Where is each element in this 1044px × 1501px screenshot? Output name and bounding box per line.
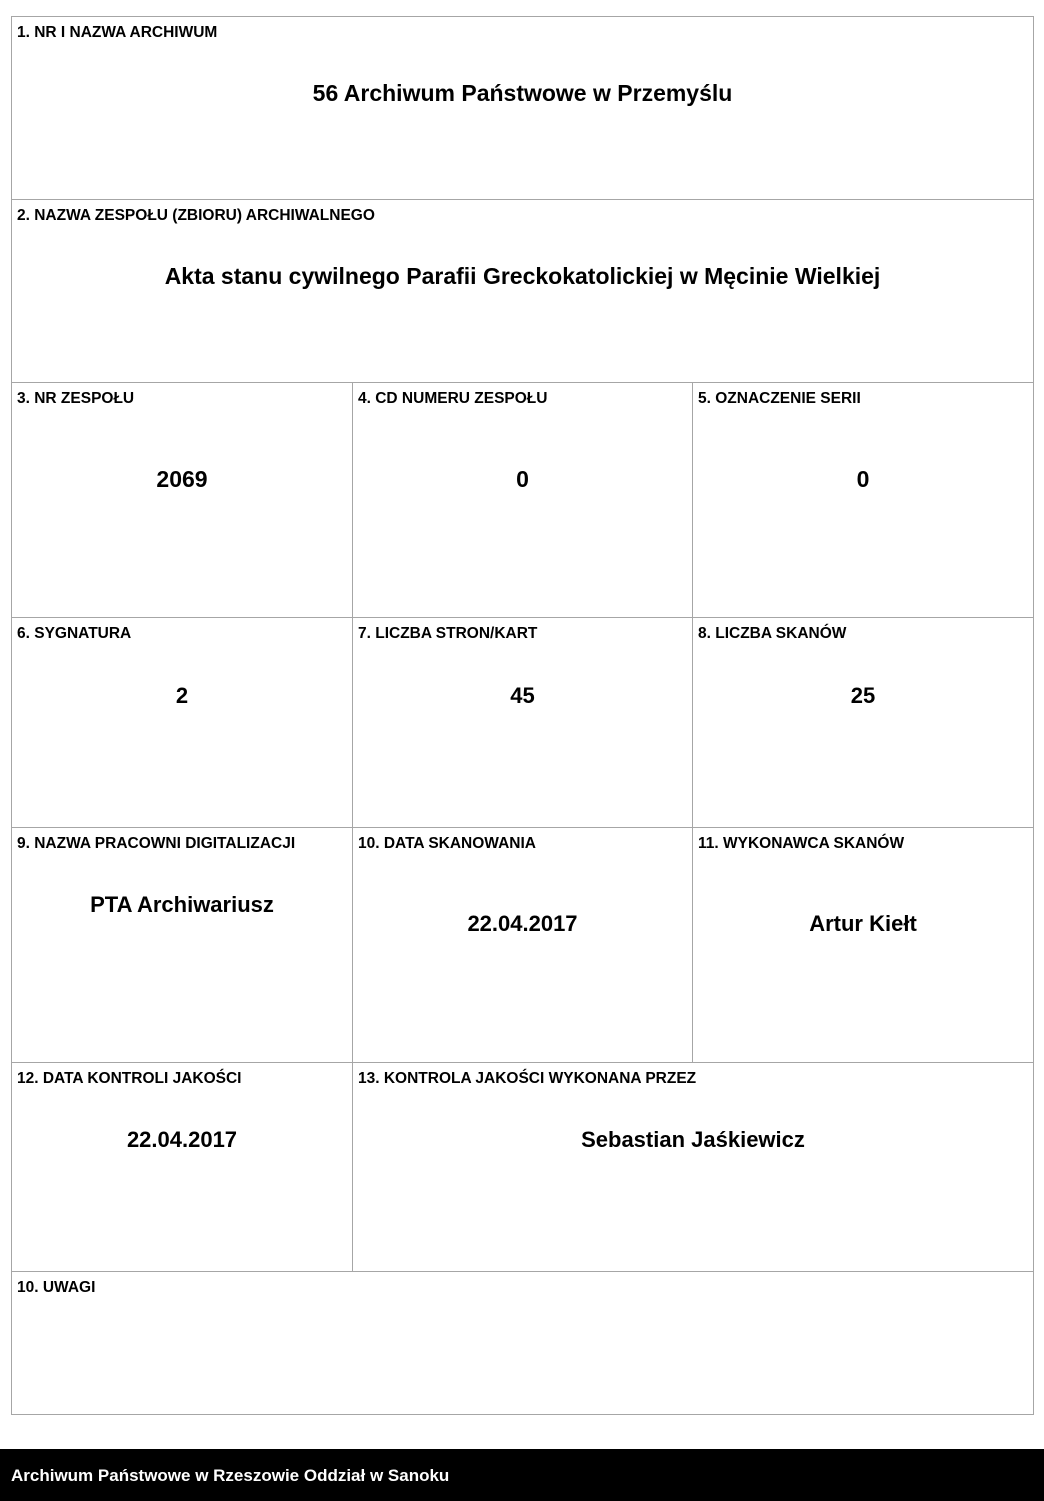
- field-archive: [11, 16, 1034, 200]
- field-label: 1. NR I NAZWA ARCHIWUM: [17, 24, 218, 41]
- field-value: 22.04.2017: [126, 1127, 238, 1152]
- field-value: 25: [850, 683, 876, 708]
- field-notes: [11, 1271, 1034, 1415]
- field-value: 56 Archiwum Państwowe w Przemyślu: [312, 80, 733, 106]
- field-label: 9. NAZWA PRACOWNI DIGITALIZACJI: [17, 835, 296, 852]
- field-qc-date: [11, 1062, 353, 1272]
- field-scan-count: [692, 617, 1034, 828]
- field-page-count: [352, 617, 693, 828]
- field-label: 4. CD NUMERU ZESPOŁU: [358, 390, 548, 407]
- field-label: 13. KONTROLA JAKOŚCI WYKONANA PRZEZ: [358, 1070, 697, 1087]
- field-scan-operator: [692, 827, 1034, 1063]
- field-value: PTA Archiwariusz: [90, 892, 274, 917]
- field-value: Artur Kiełt: [809, 911, 917, 936]
- field-label: 2. NAZWA ZESPOŁU (ZBIORU) ARCHIWALNEGO: [17, 207, 375, 224]
- field-fonds-number-cd: [352, 382, 693, 618]
- field-value: 2: [175, 683, 189, 708]
- field-value: 45: [510, 683, 535, 708]
- field-label: 11. WYKONAWCA SKANÓW: [698, 835, 905, 852]
- field-label: 6. SYGNATURA: [17, 625, 132, 642]
- footer-bar: [0, 1449, 1044, 1501]
- field-label: 12. DATA KONTROLI JAKOŚCI: [17, 1070, 242, 1087]
- field-label: 10. UWAGI: [17, 1279, 96, 1296]
- field-label: 10. DATA SKANOWANIA: [358, 835, 536, 852]
- field-value: 0: [856, 466, 870, 492]
- field-value: 22.04.2017: [467, 911, 578, 936]
- field-digitization-lab: [11, 827, 353, 1063]
- field-value: 0: [516, 466, 529, 492]
- field-label: 8. LICZBA SKANÓW: [698, 625, 847, 642]
- field-fonds-name: [11, 199, 1034, 383]
- field-fonds-number: [11, 382, 353, 618]
- field-label: 3. NR ZESPOŁU: [17, 390, 135, 407]
- field-signature: [11, 617, 353, 828]
- field-value: Sebastian Jaśkiewicz: [581, 1127, 805, 1152]
- field-qc-operator: [352, 1062, 1034, 1272]
- field-series: [692, 382, 1034, 618]
- field-scan-date: [352, 827, 693, 1063]
- field-label: 5. OZNACZENIE SERII: [698, 390, 861, 407]
- field-value: Akta stanu cywilnego Parafii Greckokatolickiej w Męcinie Wielkiej: [164, 263, 881, 289]
- field-value: 2069: [156, 466, 208, 492]
- field-label: 7. LICZBA STRON/KART: [358, 625, 538, 642]
- footer-text: Archiwum Państwowe w Rzeszowie Oddział w Sanoku: [11, 1466, 450, 1485]
